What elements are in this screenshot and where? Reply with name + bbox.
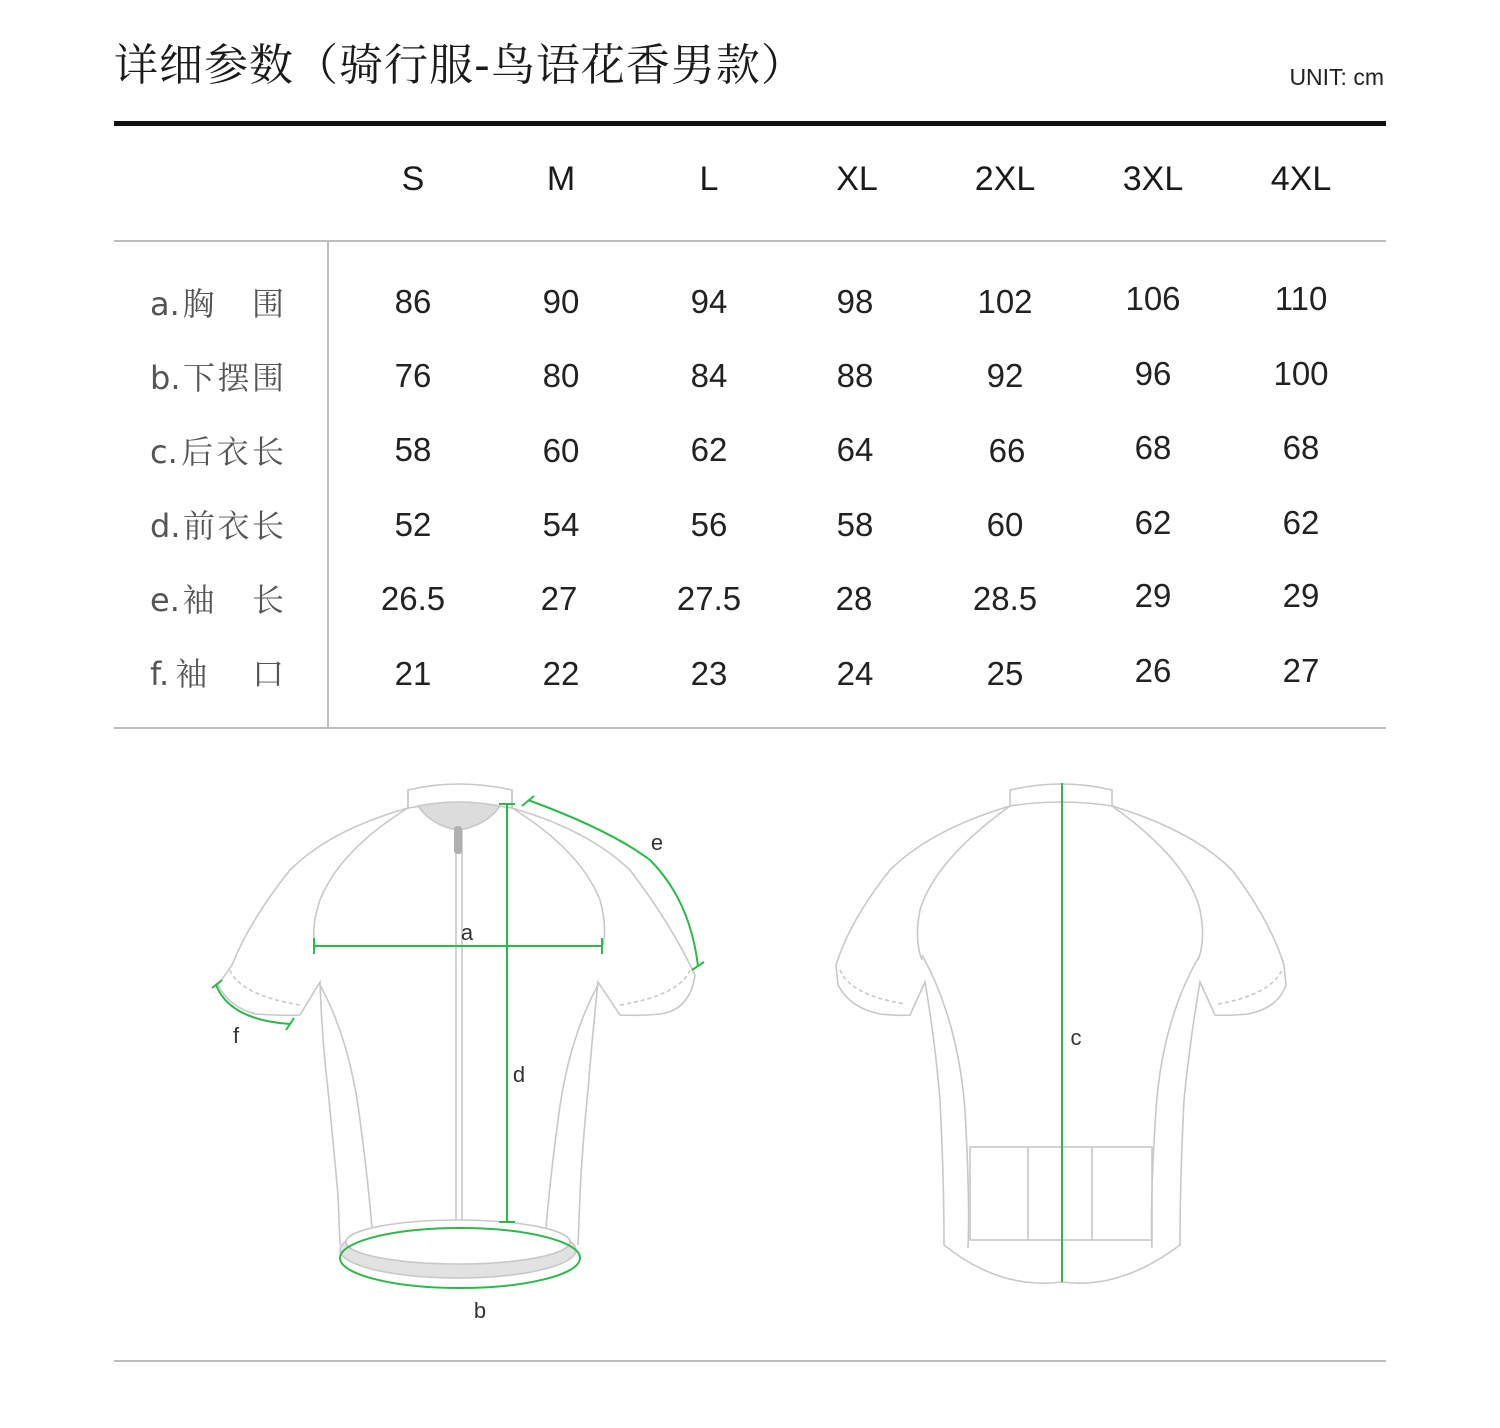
dim-label-a: a: [460, 920, 474, 945]
table-cell: 25: [986, 655, 1024, 692]
table-cell: 64: [836, 431, 874, 468]
dim-label-f: f: [232, 1023, 240, 1048]
table-cell: 26: [1134, 652, 1172, 689]
row-label-cuff: f.袖 口: [150, 655, 284, 693]
dim-label-d: d: [512, 1062, 526, 1087]
size-header-s: S: [401, 160, 425, 198]
dim-label-e: e: [650, 830, 664, 855]
table-cell: 86: [394, 283, 432, 320]
table-cell: 60: [542, 432, 580, 469]
table-cell: 88: [836, 357, 874, 394]
size-header-xl: XL: [836, 160, 878, 198]
table-cell: 84: [690, 357, 728, 394]
table-cell: 21: [394, 655, 432, 692]
table-cell: 90: [542, 283, 580, 320]
table-cell: 98: [836, 283, 874, 320]
table-cell: 28.5: [972, 580, 1038, 617]
table-cell: 26.5: [380, 580, 446, 617]
table-cell: 24: [836, 655, 874, 692]
size-header-4xl: 4XL: [1270, 160, 1332, 198]
zipper-pull-icon: [454, 826, 462, 854]
table-cell: 80: [542, 357, 580, 394]
table-cell: 102: [977, 283, 1033, 320]
size-header-m: M: [546, 160, 576, 198]
table-cell: 27: [540, 580, 578, 617]
table-cell: 60: [986, 506, 1024, 543]
size-header-2xl: 2XL: [974, 160, 1036, 198]
table-cell: 68: [1282, 429, 1320, 466]
table-cell: 62: [1282, 504, 1320, 541]
dim-label-b: b: [473, 1298, 487, 1323]
table-cell: 76: [394, 357, 432, 394]
table-cell: 27.5: [676, 580, 742, 617]
row-label-back-length: c.后衣长: [150, 433, 284, 471]
table-cell: 29: [1134, 577, 1172, 614]
table-cell: 56: [690, 506, 728, 543]
size-header-l: L: [699, 160, 719, 198]
table-cell: 94: [690, 283, 728, 320]
row-label-sleeve-length: e.袖 长: [150, 581, 284, 619]
table-cell: 110: [1274, 280, 1328, 317]
row-label-front-length: d.前衣长: [150, 507, 284, 545]
table-cell: 66: [988, 432, 1026, 469]
table-cell: 22: [542, 655, 580, 692]
page-title: 详细参数（骑行服-鸟语花香男款）: [114, 40, 806, 91]
table-cell: 29: [1282, 577, 1320, 614]
table-cell: 28: [835, 580, 873, 617]
table-cell: 54: [542, 506, 580, 543]
table-cell: 62: [690, 431, 728, 468]
dim-label-c: c: [1070, 1025, 1082, 1050]
bottom-divider: [114, 1360, 1386, 1362]
table-cell: 92: [986, 357, 1024, 394]
size-header-3xl: 3XL: [1122, 160, 1184, 198]
table-cell: 27: [1282, 652, 1320, 689]
table-cell: 96: [1134, 355, 1172, 392]
table-cell: 23: [690, 655, 728, 692]
table-cell: 62: [1134, 504, 1172, 541]
table-cell: 68: [1134, 429, 1172, 466]
table-cell: 106: [1125, 280, 1181, 317]
table-cell: 52: [394, 506, 432, 543]
table-cell: 58: [836, 506, 874, 543]
table-cell: 100: [1273, 355, 1329, 392]
table-cell: 58: [394, 431, 432, 468]
row-label-hem: b.下摆围: [150, 359, 284, 397]
row-label-chest: a.胸 围: [150, 285, 284, 323]
unit-label: UNIT: cm: [1289, 64, 1384, 90]
front-jersey-outline: [218, 784, 695, 1278]
sleeve-length-measure-line: [528, 800, 698, 966]
